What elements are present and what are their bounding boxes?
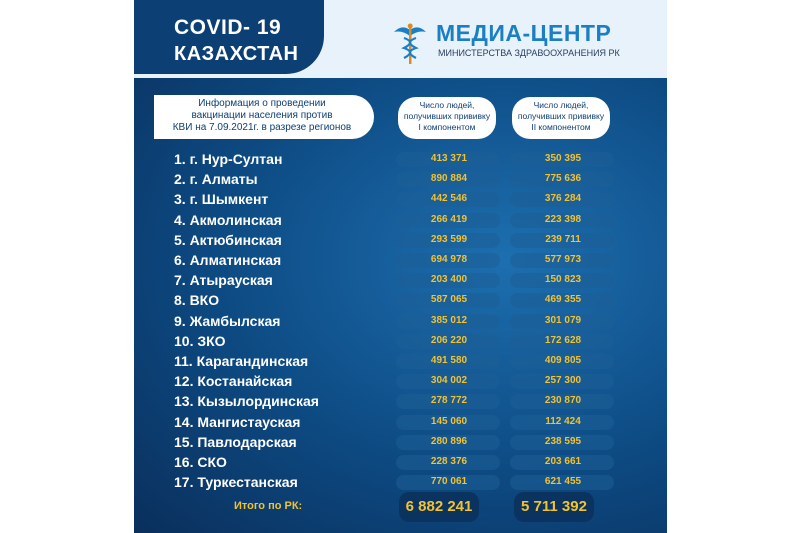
region-label: 7. Атырауская (174, 272, 273, 289)
column-header-dose1 (398, 97, 496, 139)
dose2-value: 469 355 (544, 294, 582, 306)
column-header-line: получивших прививку (517, 111, 605, 121)
logo-subtitle: МИНИСТЕРСТВА ЗДРАВООХРАНЕНИЯ РК (438, 48, 620, 58)
title-line1: COVID- 19 (174, 16, 282, 39)
dose1-value: 491 580 (430, 355, 468, 366)
table-row (134, 270, 667, 290)
info-line: Информация о проведении (198, 98, 326, 109)
dose2-value: 223 398 (544, 213, 582, 225)
dose1-value: 228 376 (430, 456, 468, 467)
dose2-value: 257 300 (544, 375, 582, 387)
total-dose1 (399, 492, 479, 522)
dose2-value: 230 870 (544, 395, 582, 407)
dose2-value: 775 636 (544, 173, 582, 185)
table-row (134, 250, 667, 270)
info-line: вакцинации населения против (191, 110, 333, 121)
dose1-value: 280 896 (430, 435, 468, 447)
region-label: 16. СКО (174, 454, 227, 470)
dose2-value: 112 424 (545, 415, 581, 427)
region-label: 17. Туркестанская (174, 474, 298, 491)
dose1-value: 413 371 (430, 153, 468, 164)
region-label: 13. Кызылординская (174, 393, 319, 410)
logo-title: МЕДИА-ЦЕНТР (436, 20, 612, 46)
dose1-value: 145 060 (430, 415, 468, 427)
table-row (134, 230, 667, 250)
table-row (134, 412, 667, 432)
dose2-value: 150 823 (544, 274, 582, 286)
total-dose2 (514, 492, 594, 522)
table-row (134, 290, 667, 310)
table-row (134, 149, 667, 169)
column-header-line: I компонентом (418, 122, 476, 132)
dose1-value: 694 978 (430, 254, 468, 265)
region-label: 8. ВКО (174, 292, 220, 309)
region-label: 4. Акмолинская (174, 211, 282, 228)
title-box (134, 0, 324, 74)
total-dose2-value: 5 711 392 (521, 498, 587, 515)
region-label: 2. г. Алматы (174, 171, 258, 188)
region-label: 3. г. Шымкент (174, 191, 269, 208)
table-row (134, 331, 667, 351)
dose1-value: 587 065 (430, 294, 468, 306)
region-label: 14. Мангистауская (174, 413, 301, 430)
dose2-value: 621 455 (544, 476, 582, 488)
column-header-line: Число людей, (419, 100, 475, 110)
dose1-value: 206 220 (430, 334, 468, 346)
dose2-value: 203 661 (544, 456, 582, 467)
dose1-value: 442 546 (430, 193, 468, 205)
caduceus-icon (392, 22, 428, 66)
region-label: 12. Костанайская (174, 373, 293, 390)
info-box (154, 95, 374, 139)
dose1-value: 278 772 (430, 395, 468, 407)
title-line2: КАЗАХСТАН (174, 43, 299, 65)
table-row (134, 351, 667, 371)
dose1-value: 890 884 (430, 173, 468, 185)
region-label: 5. Актюбинская (174, 231, 282, 248)
dose2-value: 350 395 (544, 153, 582, 164)
dose1-value: 203 400 (430, 274, 468, 286)
region-label: 6. Алматинская (174, 252, 282, 268)
region-label: 9. Жамбылская (174, 312, 281, 329)
table-row (134, 371, 667, 391)
dose2-value: 301 079 (544, 314, 582, 326)
dose2-value: 376 284 (544, 193, 582, 205)
region-label: 10. ЗКО (174, 332, 226, 349)
region-label: 11. Карагандинская (174, 353, 309, 369)
region-label: 1. г. Нур-Султан (174, 151, 283, 167)
total-label: Итого по РК: (234, 500, 303, 512)
table-row (134, 169, 667, 189)
table-row (134, 311, 667, 331)
table-row (134, 472, 667, 492)
table-row (134, 189, 667, 209)
dose2-value: 172 628 (544, 334, 582, 346)
region-label: 15. Павлодарская (174, 433, 297, 450)
dose1-value: 304 002 (430, 375, 468, 387)
dose2-value: 239 711 (545, 233, 581, 245)
column-header-dose2 (512, 97, 610, 139)
table-row (134, 210, 667, 230)
infographic (134, 0, 667, 533)
table-row (134, 452, 667, 472)
dose1-value: 770 061 (430, 476, 468, 488)
dose1-value: 266 419 (430, 213, 468, 225)
info-line: КВИ на 7.09.2021г. в разрезе регионов (172, 122, 352, 133)
column-header-line: Число людей, (533, 100, 589, 110)
dose1-value: 293 599 (430, 233, 468, 245)
table-row (134, 432, 667, 452)
dose1-value: 385 012 (430, 314, 468, 326)
dose2-value: 238 595 (544, 435, 582, 447)
dose2-value: 409 805 (544, 355, 582, 366)
info-text (154, 98, 370, 134)
column-header-line: II компонентом (531, 122, 591, 132)
dose2-value: 577 973 (544, 254, 582, 265)
column-header-line: получивших прививку (403, 111, 491, 121)
table-row (134, 391, 667, 411)
total-dose1-value: 6 882 241 (405, 498, 473, 515)
